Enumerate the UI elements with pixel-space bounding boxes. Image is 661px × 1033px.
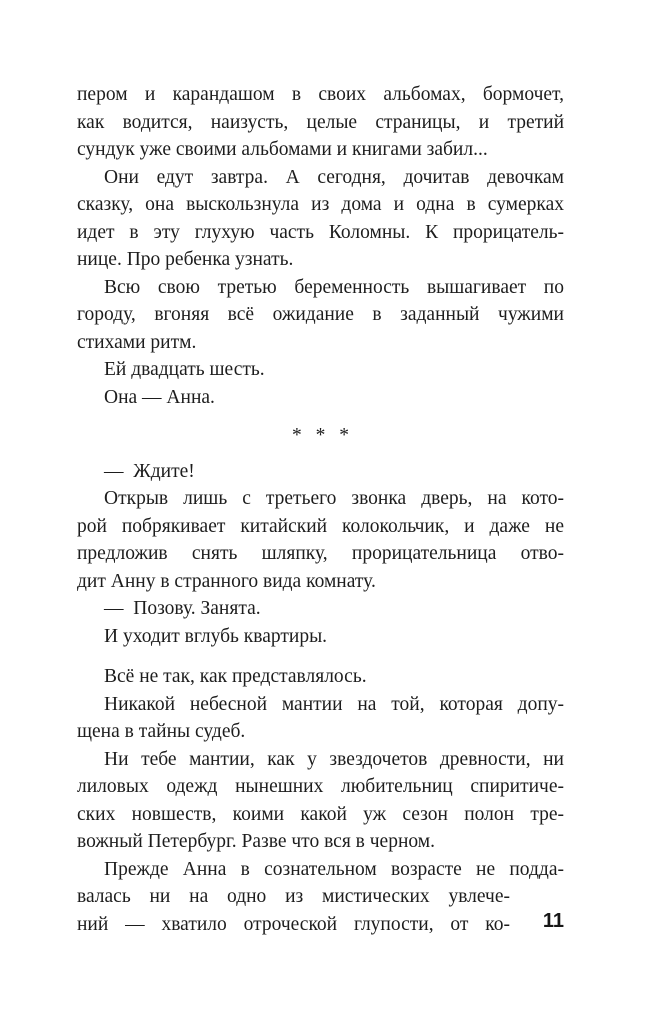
text-line: ских новшеств, коими какой уж сезон полон тре- (77, 803, 564, 825)
paragraph (77, 485, 564, 595)
text-line: стихами ритм. (77, 331, 197, 353)
text-line: Открыв лишь с третьего звонка дверь, на кото- (104, 488, 564, 509)
text-line: сундук уже своими альбомами и книгами забил... (77, 139, 488, 160)
paragraph (77, 663, 564, 691)
paragraph (77, 81, 564, 164)
text-line: сказку, она выскользнула из дома и одна в сумерках (77, 194, 564, 215)
text-line: Прежде Анна в сознательном возрасте не подда- (104, 858, 564, 880)
paragraph (77, 746, 564, 856)
text-column (77, 81, 564, 938)
text-line: — Позову. Занята. (104, 598, 261, 619)
paragraph-dialogue (77, 595, 564, 623)
text-line: вожный Петербург. Разве что вся в черном. (77, 831, 435, 852)
text-line: Всю свою третью беременность вышагивает по (104, 276, 564, 298)
paragraph-dialogue (77, 458, 564, 486)
paragraph (77, 164, 564, 274)
text-line: Всё не так, как представлялось. (104, 666, 367, 687)
text-line: Она — Анна. (104, 386, 215, 408)
text-line: нице. Про ребенка узнать. (77, 249, 294, 270)
text-line: валась ни на одно из мистических увлече- (77, 886, 510, 907)
text-line: ний — хватило отроческой глупости, от ко- (77, 913, 510, 935)
section-gap (77, 650, 564, 663)
paragraph (77, 384, 564, 412)
section-break-asterisks: * * * (292, 425, 349, 446)
text-line: как водится, наизусть, целые страницы, и третий (77, 111, 564, 133)
text-line: городу, вгоняя всё ожидание в заданный чужими (77, 304, 564, 325)
text-line: рой побрякивает китайский колокольчик, и даже не (77, 515, 564, 537)
text-line: дит Анну в странного вида комнату. (77, 570, 376, 592)
paragraph (77, 356, 564, 384)
text-line: пером и карандашом в своих альбомах, бормочет, (77, 84, 564, 105)
text-line: Ни тебе мантии, как у звездочетов древности, ни (104, 748, 564, 770)
paragraph (77, 691, 564, 746)
text-line: лиловых одежд нынешних любительниц спиритиче- (77, 776, 564, 797)
text-line: Они едут завтра. А сегодня, дочитав девочкам (104, 166, 564, 188)
text-line: — Ждите! (104, 460, 195, 482)
paragraph (77, 274, 564, 357)
text-line: щена в тайны судеб. (77, 721, 246, 742)
text-line: Ей двадцать шесть. (104, 359, 265, 380)
page-number: 11 (542, 910, 564, 932)
text-line: Никакой небесной мантии на той, которая допу- (104, 693, 564, 715)
text-line: предложив снять шляпку, прорицательница отво- (77, 543, 564, 564)
text-line: И уходит вглубь квартиры. (104, 625, 328, 647)
paragraph (77, 623, 564, 651)
text-line: идет в эту глухую часть Коломны. К прорицатель- (77, 221, 564, 243)
